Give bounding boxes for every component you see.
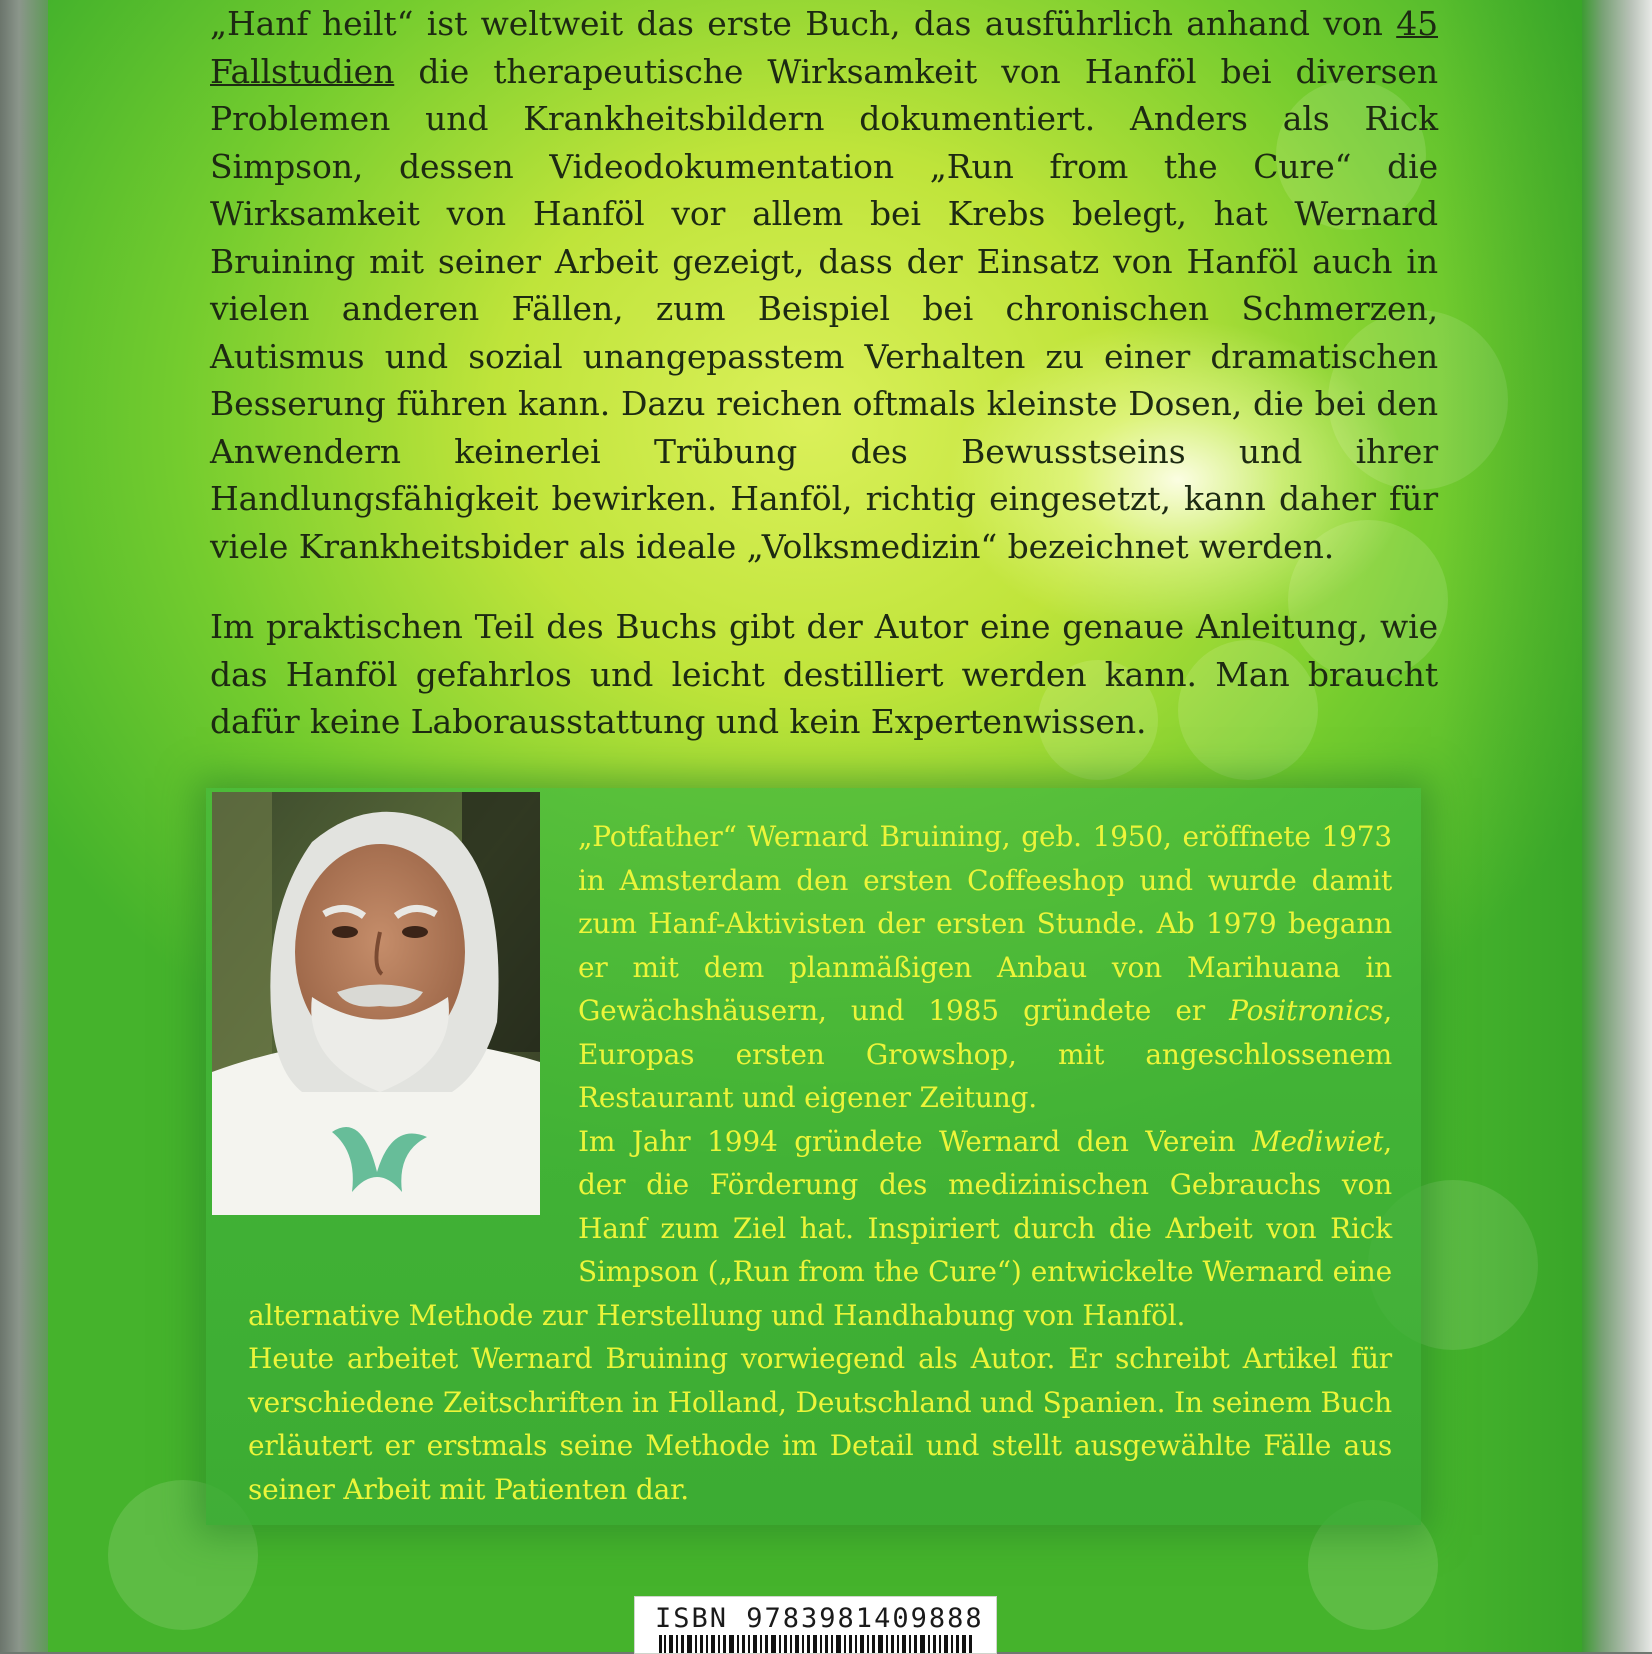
author-bio xyxy=(248,815,1392,1511)
bio-paragraph: Heute arbeitet Wernard Bruining vorwiegend als Autor. Er schreibt Artikel für verschiedene Zeitschriften in Holland, Deutschland und Spanien. In seinem Buch erläutert er erstmals seine Methode im Detail und stellt ausgewählte Fälle aus seiner Arbeit mit Patienten dar. xyxy=(248,1342,1392,1506)
description-text: „Hanf heilt“ ist weltweit das erste Buch, das ausführlich anhand von xyxy=(210,4,1397,43)
bio-text: , der die Förderung des medizinischen Gebrauchs von Hanf zum Ziel hat. Inspiriert durch die Arbeit von Rick Simpson („Run from the Cure“) entwickelte Wernard eine alternative Methode zur Herstellung und Handhabung von Hanföl. xyxy=(248,1124,1392,1332)
bio-italic: Positronics xyxy=(1229,994,1384,1027)
bio-text: Im Jahr 1994 gründete Wernard den Verein xyxy=(578,1124,1253,1158)
book-edge-right xyxy=(1582,0,1652,1652)
isbn-barcode xyxy=(634,1596,997,1654)
isbn-label: ISBN 9783981409888 xyxy=(655,1603,984,1634)
bio-italic: Mediwiet xyxy=(1252,1124,1384,1158)
bio-text: , Europas ersten Growshop, mit angeschlossenem Restaurant und eigener Zeitung. xyxy=(578,994,1392,1114)
description-paragraph xyxy=(210,0,1438,570)
book-edge-left xyxy=(0,0,48,1652)
bio-text: „Potfather“ Wernard Bruining, geb. 1950, eröffnete 1973 in Amsterdam den ersten Coffeeshop und wurde damit zum Hanf-Aktivisten der ersten Stunde. Ab 1979 begann er mit dem planmäßigen Anbau von Marihuana in Gewächshäusern, und 1985 gründete er xyxy=(578,820,1392,1027)
book-description xyxy=(210,0,1438,746)
case-studies-underlined: 45 Fallstudien xyxy=(210,4,1438,91)
description-text: die therapeutische Wirksamkeit von Hanföl bei diversen Problemen und Krankheitsbildern dokumentiert. Anders als Rick Simpson, dessen Videodokumentation „Run from the Cure“ die Wirksamkeit von Hanföl vor allem bei Krebs belegt, hat Wernard Bruining mit seiner Arbeit gezeigt, dass der Einsatz von Hanföl auch in vielen anderen Fällen, zum Beispiel bei chronischen Schmerzen, Autismus und sozial unangepasstem Verhalten zu einer dramatischen Besserung führen kann. Dazu reichen oftmals kleinste Dosen, die bei den Anwendern keinerlei Trübung des Bewusstseins und ihrer Handlungsfähigkeit bewirken. Hanföl, richtig eingesetzt, kann daher für viele Krankheitsbider als ideale „Volksmedizin“ bezeichnet werden. xyxy=(210,51,1438,566)
description-paragraph: Im praktischen Teil des Buchs gibt der Autor eine genaue Anleitung, wie das Hanföl gefahrlos und leicht destilliert werden kann. Man braucht dafür keine Laborausstattung und kein Expertenwissen. xyxy=(210,607,1438,741)
photo-wrap-space xyxy=(248,815,578,1252)
barcode-icon xyxy=(659,1635,972,1653)
